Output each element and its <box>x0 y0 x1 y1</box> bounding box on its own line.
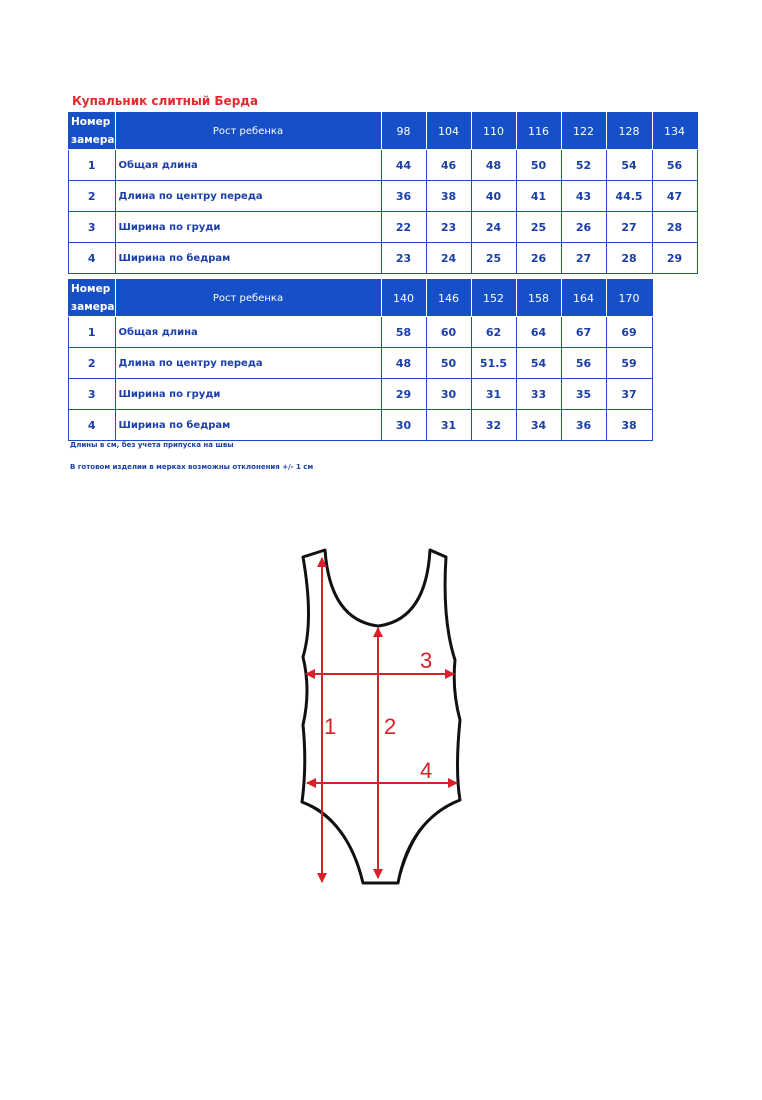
measure-value: 27 <box>606 212 652 243</box>
size-header: 134 <box>652 113 697 150</box>
measure-value: 30 <box>426 379 471 410</box>
measure-number: 1 <box>69 317 116 348</box>
measure-value: 64 <box>516 317 561 348</box>
size-header: 116 <box>516 113 561 150</box>
measure-value: 29 <box>652 243 697 274</box>
size-header: 98 <box>381 113 426 150</box>
measure-value: 23 <box>381 243 426 274</box>
measure-value: 46 <box>426 150 471 181</box>
table-row <box>69 348 653 379</box>
measure-value: 35 <box>561 379 606 410</box>
measure-value: 34 <box>516 410 561 441</box>
measure-value: 27 <box>561 243 606 274</box>
measure-value: 60 <box>426 317 471 348</box>
measure-value: 24 <box>471 212 516 243</box>
measure-value: 24 <box>426 243 471 274</box>
measure-label: Общая длина <box>115 317 381 348</box>
measure-number: 4 <box>69 243 116 274</box>
measure-value: 62 <box>471 317 516 348</box>
measure-label: Длина по центру переда <box>115 181 381 212</box>
measure-value: 28 <box>652 212 697 243</box>
measure-value: 56 <box>561 348 606 379</box>
measure-value: 38 <box>426 181 471 212</box>
measure-value: 30 <box>381 410 426 441</box>
header-child-height: Рост ребенка <box>115 113 381 150</box>
measure-value: 44 <box>381 150 426 181</box>
measure-value: 36 <box>381 181 426 212</box>
table-row <box>69 379 653 410</box>
measure-value: 23 <box>426 212 471 243</box>
measure-value: 48 <box>471 150 516 181</box>
measure-value: 37 <box>606 379 652 410</box>
measure-value: 32 <box>471 410 516 441</box>
measure-value: 26 <box>561 212 606 243</box>
measure-value: 51.5 <box>471 348 516 379</box>
measure-label: Ширина по бедрам <box>115 410 381 441</box>
size-header: 128 <box>606 113 652 150</box>
measure-number: 4 <box>69 410 116 441</box>
marker-1: 1 <box>324 714 337 739</box>
measure-label: Ширина по груди <box>115 212 381 243</box>
size-header: 140 <box>381 280 426 317</box>
measure-value: 29 <box>381 379 426 410</box>
measure-value: 36 <box>561 410 606 441</box>
measure-value: 56 <box>652 150 697 181</box>
measure-value: 40 <box>471 181 516 212</box>
size-header: 122 <box>561 113 606 150</box>
measure-number: 2 <box>69 348 116 379</box>
table-row <box>69 410 653 441</box>
measure-value: 25 <box>471 243 516 274</box>
page-title: Купальник слитный Берда <box>72 94 259 108</box>
size-header: 170 <box>606 280 652 317</box>
header-measure-number: Номер замера <box>69 113 116 150</box>
measure-value: 67 <box>561 317 606 348</box>
units-note: Длины в см, без учета припуска на швы <box>70 441 234 449</box>
measure-label: Длина по центру переда <box>115 348 381 379</box>
measure-value: 47 <box>652 181 697 212</box>
measure-value: 48 <box>381 348 426 379</box>
measure-label: Общая длина <box>115 150 381 181</box>
table-row <box>69 181 698 212</box>
measure-label: Ширина по груди <box>115 379 381 410</box>
measure-value: 54 <box>606 150 652 181</box>
measure-number: 2 <box>69 181 116 212</box>
measure-value: 50 <box>516 150 561 181</box>
size-header: 110 <box>471 113 516 150</box>
size-header: 146 <box>426 280 471 317</box>
marker-4: 4 <box>420 758 433 783</box>
measure-value: 50 <box>426 348 471 379</box>
measure-value: 26 <box>516 243 561 274</box>
marker-2: 2 <box>384 714 397 739</box>
measure-value: 44.5 <box>606 181 652 212</box>
tolerance-note: В готовом изделии в мерках возможны отклонения +/- 1 см <box>70 463 314 471</box>
measure-value: 54 <box>516 348 561 379</box>
measure-value: 22 <box>381 212 426 243</box>
measure-value: 25 <box>516 212 561 243</box>
measure-value: 28 <box>606 243 652 274</box>
marker-3: 3 <box>420 648 433 673</box>
measure-value: 58 <box>381 317 426 348</box>
measure-value: 59 <box>606 348 652 379</box>
measure-value: 41 <box>516 181 561 212</box>
size-header: 104 <box>426 113 471 150</box>
measure-value: 31 <box>426 410 471 441</box>
table-row <box>69 243 698 274</box>
measure-number: 3 <box>69 212 116 243</box>
size-header: 158 <box>516 280 561 317</box>
measure-value: 69 <box>606 317 652 348</box>
measure-label: Ширина по бедрам <box>115 243 381 274</box>
measure-number: 3 <box>69 379 116 410</box>
measure-value: 38 <box>606 410 652 441</box>
measure-value: 31 <box>471 379 516 410</box>
measure-number: 1 <box>69 150 116 181</box>
swimsuit-measure-diagram <box>290 540 480 890</box>
size-header: 164 <box>561 280 606 317</box>
measure-value: 33 <box>516 379 561 410</box>
header-measure-number: Номер замера <box>69 280 116 317</box>
size-header: 152 <box>471 280 516 317</box>
measure-value: 52 <box>561 150 606 181</box>
measure-value: 43 <box>561 181 606 212</box>
table-row <box>69 317 653 348</box>
size-table-1 <box>68 112 698 274</box>
table-row <box>69 212 698 243</box>
table-row <box>69 150 698 181</box>
header-child-height: Рост ребенка <box>115 280 381 317</box>
size-table-2 <box>68 279 653 441</box>
